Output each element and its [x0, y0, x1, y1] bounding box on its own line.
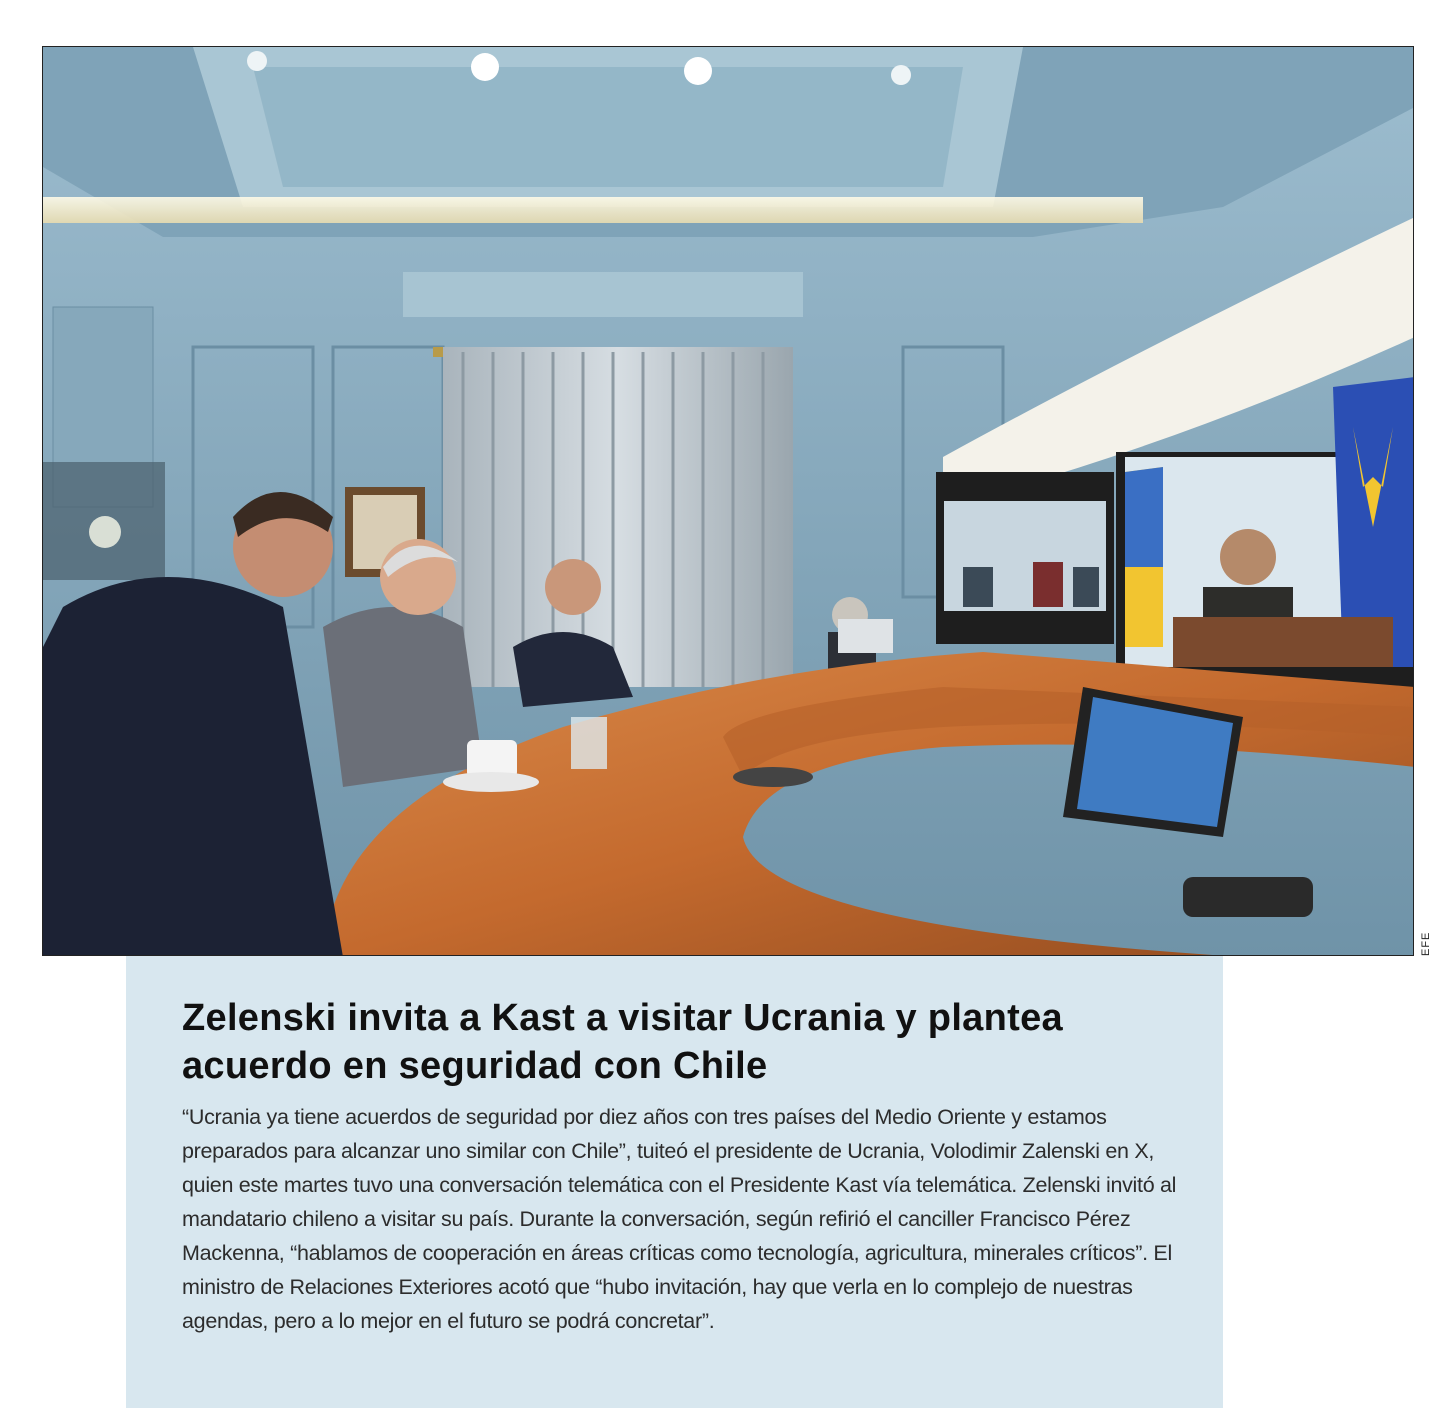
photo-illustration — [43, 47, 1414, 956]
photo-credit: EFE — [1420, 931, 1432, 956]
article-photo — [42, 46, 1414, 956]
article-headline: Zelenski invita a Kast a visitar Ucrania y plantea acuerdo en seguridad con Chile — [182, 997, 1063, 1087]
article-caption-box — [126, 956, 1223, 1408]
article-body: “Ucrania ya tiene acuerdos de seguridad por diez años con tres países del Medio Oriente y estamos preparados para alcanzar uno similar con Chile”, tuiteó el presidente de Ucrania, Volodimir Zalenski en X, quien este martes tuvo una conversación telemática con el Presidente Kast vía telemática. Zelenski invitó al mandatario chileno a visitar su país. Durante la conversación, según refirió el canciller Francisco Pérez Mackenna, “hablamos de cooperación en áreas críticas como tecnología, agricultura, minerales críticos”. El ministro de Relaciones Exteriores acotó que “hubo invitación, hay que verla en lo complejo de nuestras agendas, pero a lo mejor en el futuro se podrá concretar”. — [182, 1105, 1177, 1333]
